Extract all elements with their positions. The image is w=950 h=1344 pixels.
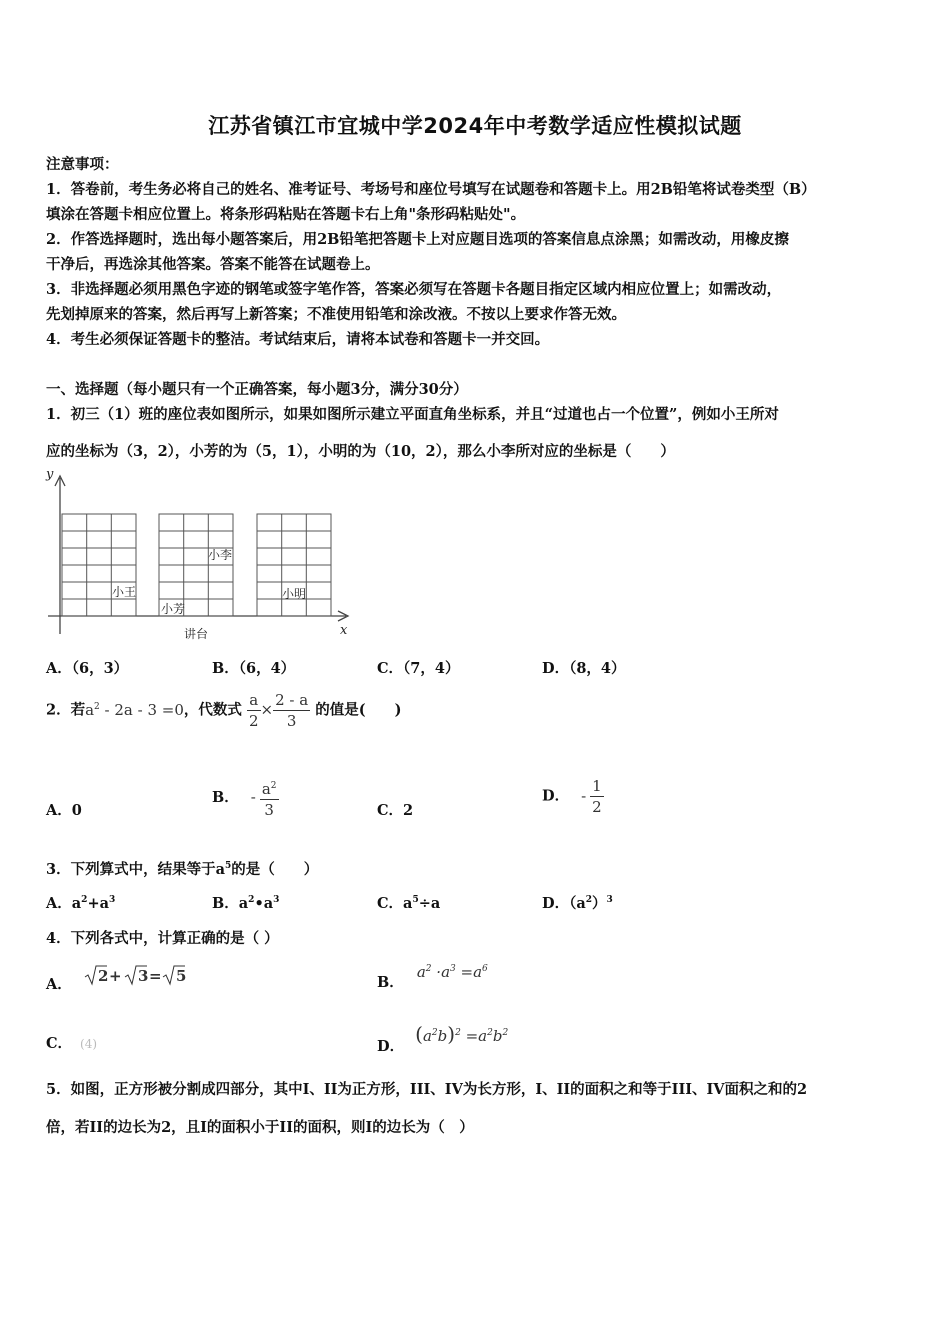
question-3-text: 3．下列算式中，结果等于$a^5$的是（ ）	[46, 861, 319, 878]
q1-option-d[interactable]: D．（8，4）	[542, 660, 626, 677]
q4-option-c[interactable]: C． (4)	[46, 1035, 98, 1052]
q2-fraction-2: $\frac{2 - a}{3}$	[275, 691, 309, 730]
question-1-text: 应的坐标为（3，2），小芳的为（5，1），小明的为（10，2），那么小李所对应的坐标是（ ）	[46, 443, 675, 460]
q3-option-b[interactable]: B．$a^2•a^3$	[212, 895, 280, 912]
question-2-text	[46, 690, 401, 731]
q1-option-c[interactable]: C．（7，4）	[377, 660, 460, 677]
y-axis-label: y	[46, 467, 54, 482]
q2-option-b[interactable]: B． - $\frac{a^2}{3}$	[212, 776, 279, 820]
q2-option-d[interactable]: D． - $\frac{1}{2}$	[542, 777, 602, 816]
notice-line: 4．考生必须保证答题卡的整洁。考试结束后，请将本试卷和答题卡一并交回。	[46, 331, 550, 348]
q4-option-d[interactable]: D． $(a^2b)^2 =a^2b^2$	[377, 1022, 509, 1055]
q4-option-c-faint: (4)	[80, 1037, 98, 1051]
q4a-operand-1: 2	[97, 967, 109, 985]
q2-option-a[interactable]: A．0	[46, 802, 82, 819]
label-xiaoming: 小明	[282, 587, 307, 601]
seat-block-2	[159, 514, 233, 616]
q4-option-a-math	[83, 963, 203, 987]
q2-option-c[interactable]: C．2	[377, 802, 414, 819]
label-xiaofang: 小芳	[161, 602, 186, 616]
q4-option-a[interactable]: A． 2 + 3 = 5	[46, 963, 203, 994]
q4-option-b[interactable]: B． $a^2 \cdot a^3 =a^6$	[377, 963, 488, 991]
section-heading: 一、选择题（每小题只有一个正确答案，每小题3分，满分30分）	[46, 381, 468, 398]
question-5-text: 倍，若II的边长为2，且I的面积小于II的面积，则I的边长为（ ）	[46, 1119, 474, 1136]
svg-text:+: +	[108, 967, 122, 985]
notice-line: 干净后，再选涂其他答案。答案不能答在试题卷上。	[46, 256, 380, 273]
page-title: 江苏省镇江市宜城中学2024年中考数学适应性模拟试题	[208, 114, 742, 138]
notice-line: 3．非选择题必须用黑色字迹的钢笔或签字笔作答，答案必须写在答题卡各题目指定区域内相应位置上；如需改动，	[46, 281, 782, 298]
q1-option-b[interactable]: B．（6，4）	[212, 660, 296, 677]
q2-condition: $a^2 - 2a - 3 =0$	[85, 700, 184, 719]
label-podium: 讲台	[184, 627, 209, 641]
q4-option-b-math: $a^2 \cdot a^3 =a^6$	[416, 963, 488, 981]
q3-option-d[interactable]: D．$(a^2)^3$	[542, 895, 613, 912]
q4a-operand-2: 3	[137, 967, 149, 985]
notice-line: 2．作答选择题时，选出每小题答案后，用2B铅笔把答题卡上对应题目选项的答案信息点涂黑；如需改动，用橡皮擦	[46, 231, 789, 248]
svg-text:=: =	[148, 967, 162, 985]
q4a-result: 5	[175, 967, 187, 985]
question-1-text: 1．初三（1）班的座位表如图所示，如果如图所示建立平面直角坐标系，并且“过道也占一个位置”，例如小王所对	[46, 406, 779, 423]
q2-times: ×	[260, 700, 274, 719]
question-4-text: 4．下列各式中，计算正确的是（ ）	[46, 930, 279, 947]
q1-option-a[interactable]: A．（6，3）	[46, 660, 129, 677]
q4-option-d-math: $(a^2b)^2 =a^2b^2$	[415, 1022, 509, 1046]
q3-option-a[interactable]: A．$a^2+a^3$	[46, 895, 116, 912]
q3-option-c[interactable]: C．$a^5\div a$	[377, 895, 441, 912]
label-xiaowang: 小王	[112, 585, 137, 599]
seat-block-1	[62, 514, 136, 616]
q2-fraction-1: $\frac{a}{2}$	[248, 691, 259, 730]
label-xiaoli: 小李	[208, 548, 233, 562]
q2-suffix: 的值是( )	[315, 701, 402, 719]
notice-line: 填涂在答题卡相应位置上。将条形码粘贴在答题卡右上角"条形码粘贴处"。	[46, 206, 526, 223]
question-5-text: 5．如图，正方形被分割成四部分，其中I、II为正方形，III、IV为长方形，I、II的面积之和等于III、IV面积之和的2	[46, 1081, 808, 1098]
notice-line: 先划掉原来的答案，然后再写上新答案；不准使用铅笔和涂改液。不按以上要求作答无效。	[46, 306, 626, 323]
x-axis-label: x	[340, 623, 348, 638]
q2-mid: ，代数式	[183, 701, 242, 719]
notice-line: 1．答卷前，考生务必将自己的姓名、准考证号、考场号和座位号填写在试题卷和答题卡上。用2B铅笔将试卷类型（B）	[46, 181, 816, 198]
seating-chart-figure	[44, 466, 364, 646]
notice-heading: 注意事项：	[46, 156, 119, 173]
q2-prefix: 2．若	[46, 701, 86, 719]
